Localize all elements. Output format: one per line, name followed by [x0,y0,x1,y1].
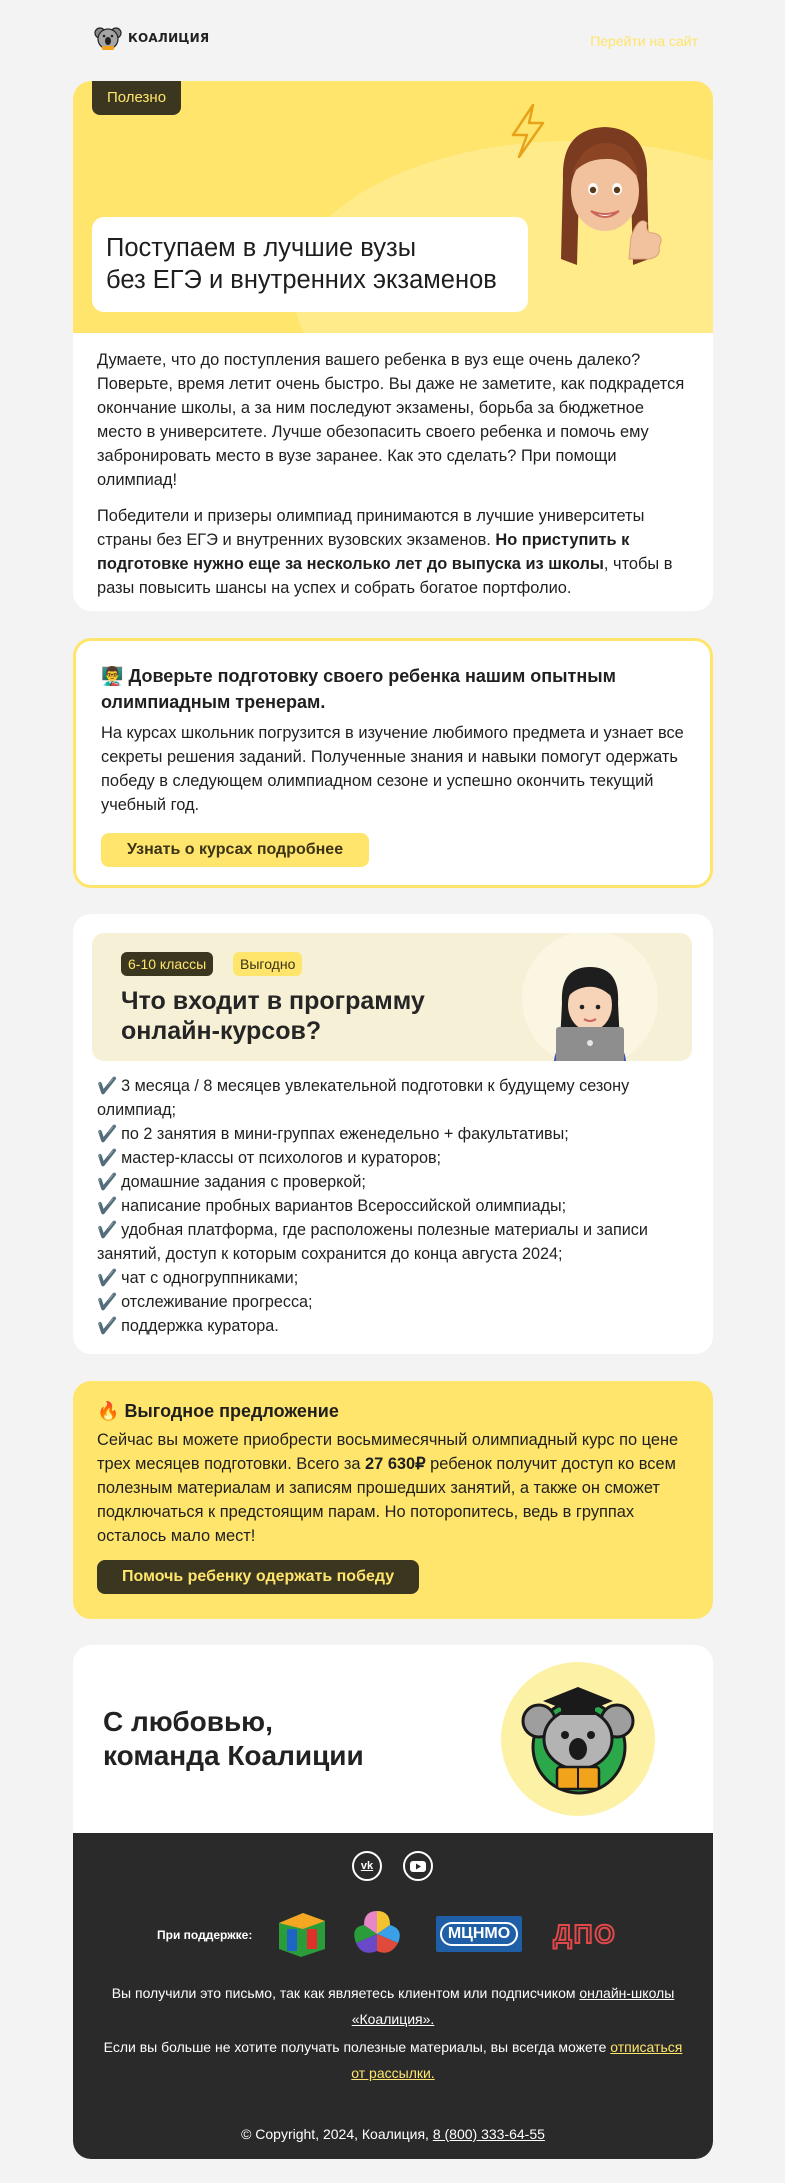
coach-text: На курсах школьник погрузится в изучение любимого предмета и узнает все секреты решения заданий. Полученные знания и навыки помогут одержать победу в следующем олимпиадном сезоне и успешно окончить текущий учебный год. [101,724,684,814]
brand-name: КОАЛИЦИЯ [128,31,210,45]
offer-title: 🔥 Выгодное предложение [97,1401,339,1421]
check-icon: ✔️ [97,1173,118,1191]
partner-logo-star-icon[interactable] [350,1909,404,1959]
check-icon: ✔️ [97,1293,118,1311]
support-label: При поддержке: [157,1928,253,1942]
fire-emoji-icon: 🔥 [97,1401,120,1421]
copyright: © Copyright, 2024, Коалиция, 8 (800) 333-64-55 [241,2126,545,2142]
hero-paragraph-2: Победители и призеры олимпиад принимаются в лучшие университеты страны без ЕГЭ и внутренних вузовских экзаменов. Но приступить к подготовке нужно еще за несколько лет до выпуска из школы, чтобы в разы повысить шансы на успех и собрать богатое портфолио. [97,507,673,597]
footer-dark-section [73,1833,713,2159]
school-link[interactable]: онлайн-школы «Коалиция». [351,1985,675,2027]
check-icon: ✔️ [97,1269,118,1287]
unsubscribe-link[interactable]: отписаться от рассылки. [351,2039,683,2081]
offer-price: 27 630₽ [365,1455,426,1473]
coach-title: 👨‍🏫 Доверьте подготовку своего ребенка нашим опытным олимпиадным тренерам. [101,666,616,712]
program-title: Что входит в программу онлайн-курсов? [121,987,425,1045]
list-item: ✔️ домашние задания с проверкой; [97,1173,366,1191]
koala-graduate-icon [521,1681,635,1799]
profit-badge: Выгодно [233,952,302,976]
hero-banner [73,81,713,333]
hero-card [73,81,713,611]
list-item: ✔️ по 2 занятия в мини-группах еженедельно + факультативы; [97,1125,569,1143]
list-item: ✔️ 3 месяца / 8 месяцев увлекательной подготовки к будущему сезону олимпиад; [97,1077,630,1119]
check-icon: ✔️ [97,1197,118,1215]
program-card [73,914,713,1354]
learn-more-button[interactable]: Узнать о курсах подробнее [101,833,369,867]
go-to-site-link[interactable]: Перейти на сайт [590,33,698,49]
hero-body [97,348,689,600]
partner-logo-dpo[interactable]: ДПО [553,1918,617,1949]
brand-logo[interactable] [94,24,209,52]
teacher-emoji-icon: 👨‍🏫 [101,666,124,686]
program-list [97,1074,697,1338]
youtube-icon[interactable] [403,1851,433,1881]
check-icon: ✔️ [97,1125,118,1143]
list-item: ✔️ удобная платформа, где расположены полезные материалы и записи занятий, доступ к которым сохранится до конца августа 2024; [97,1221,648,1263]
check-icon: ✔️ [97,1317,118,1335]
hero-title-box [92,217,528,312]
coach-card [73,638,713,888]
footer-card [73,1645,713,2159]
check-icon: ✔️ [97,1149,118,1167]
partner-logo-cube-icon[interactable] [273,1909,329,1959]
phone-link[interactable]: 8 (800) 333-64-55 [432,2126,545,2142]
partner-logo-mcnmo[interactable]: МЦНМО [436,1916,522,1952]
offer-card [73,1381,713,1619]
unsubscribe-note: Если вы больше не хотите получать полезные материалы, вы всегда можете отписаться от рассылки. [103,2039,683,2081]
list-item: ✔️ мастер-классы от психологов и кураторов; [97,1149,442,1167]
girl-laptop-emoji-icon [550,963,630,1061]
program-banner [92,933,692,1061]
list-item: ✔️ поддержка куратора. [97,1317,279,1335]
offer-text: Сейчас вы можете приобрести восьмимесячный олимпиадный курс по цене трех месяцев подготовки. Всего за 27 630₽ ребенок получит доступ ко всем полезным материалам и записям прошедших занятий, а также он сможет подключаться к предстоящим парам. Но поторопитесь, ведь в группах осталось мало мест! [97,1431,679,1545]
grades-badge: 6-10 классы [121,952,213,976]
vk-icon[interactable]: vk [352,1851,382,1881]
subscription-note: Вы получили это письмо, так как являетесь клиентом или подписчиком онлайн-школы «Коалиция». [111,1985,675,2027]
list-item: ✔️ написание пробных вариантов Всероссийской олимпиады; [97,1197,567,1215]
signature: С любовью, команда Коалиции [103,1706,364,1771]
check-icon: ✔️ [97,1077,118,1095]
help-child-win-button[interactable]: Помочь ребенку одержать победу [97,1560,419,1594]
girl-thumbs-up-emoji-icon [543,119,673,269]
check-icon: ✔️ [97,1221,118,1239]
hero-paragraph-1: Думаете, что до поступления вашего ребенка в вуз еще очень далеко? Поверьте, время летит очень быстро. Вы даже не заметите, как подкрадется окончание школы, а за ним последуют экзамены, борьба за бюджетное место в университете. Лучше обезопасить своего ребенка и помочь ему забронировать место в вузе заранее. Как это сделать? При помощи олимпиад! [97,351,685,489]
list-item: ✔️ чат с одногруппниками; [97,1269,299,1287]
list-item: ✔️ отслеживание прогресса; [97,1293,313,1311]
koala-logo-icon [94,24,122,52]
hero-title: Поступаем в лучшие вузы без ЕГЭ и внутренних экзаменов [106,234,497,294]
useful-tag: Полезно [92,81,181,115]
